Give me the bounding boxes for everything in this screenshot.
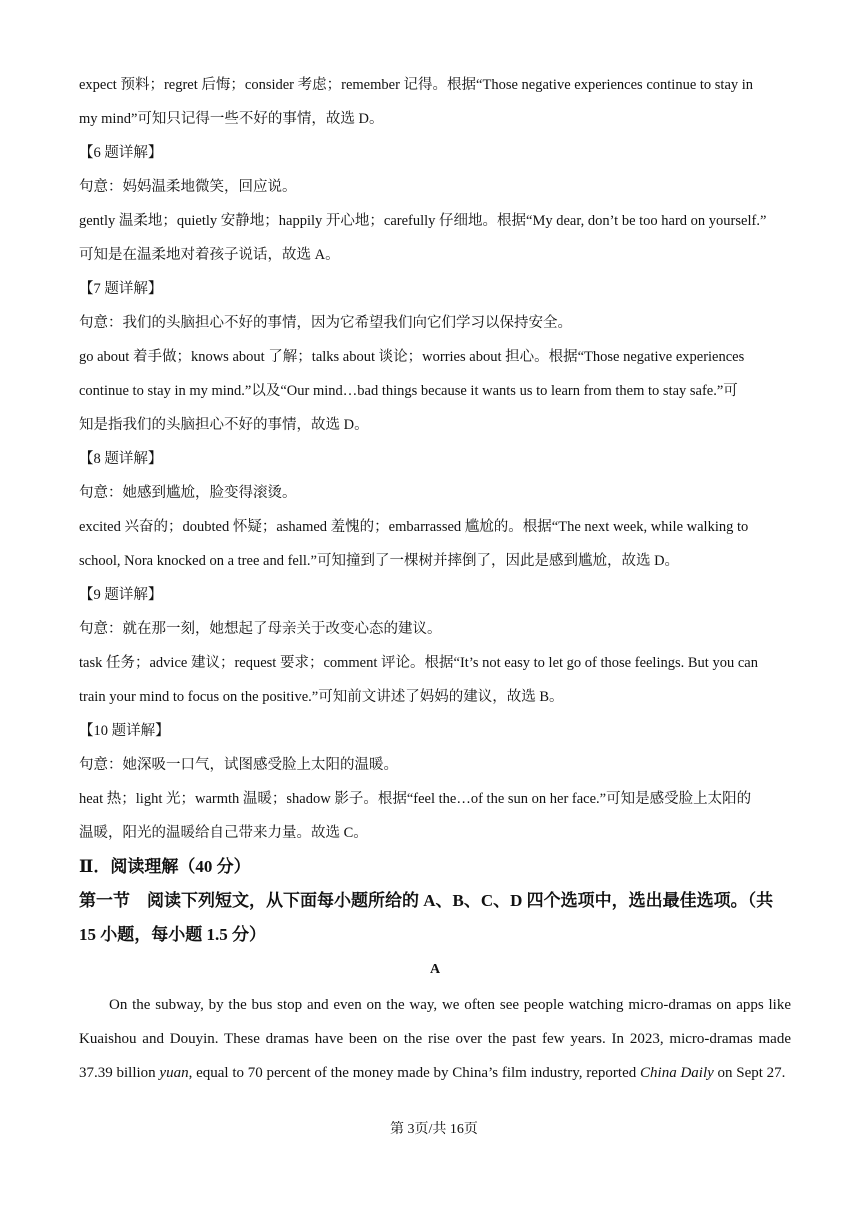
passage-text-2: , equal to 70 percent of the money made by China’s film industry, reported xyxy=(188,1065,641,1081)
q7-explain-1: go about 着手做；knows about 了解；talks about 谈论；worries about 担心。根据“Those negative experiences xyxy=(79,349,745,365)
text-line-1: expect 预料；regret 后悔；consider 考虑；remember 记得。根据“Those negative experiences continue to stay in xyxy=(79,77,754,93)
q7-heading: 【7 题详解】 xyxy=(79,281,163,297)
passage-text-3: on Sept 27. xyxy=(713,1065,786,1081)
q9-heading: 【9 题详解】 xyxy=(79,587,163,603)
q8-meaning: 句意：她感到尴尬，脸变得滚烫。 xyxy=(79,485,297,501)
section-instruction-1: 第一节 阅读下列短文，从下面每小题所给的 A、B、C、D 四个选项中，选出最佳选项。（共 xyxy=(79,891,774,910)
q10-heading: 【10 题详解】 xyxy=(79,723,170,739)
passage-yuan: yuan xyxy=(159,1065,189,1081)
page-footer: 第 3页/共 16页 xyxy=(390,1122,478,1137)
q9-explain-2: train your mind to focus on the positive.”可知前文讲述了妈妈的建议，故选 B。 xyxy=(79,689,564,705)
passage-label: A xyxy=(429,962,441,977)
q10-explain-1: heat 热；light 光；warmth 温暖；shadow 影子。根据“feel the…of the sun on her face.”可知是感受脸上太阳的 xyxy=(79,791,752,807)
q8-explain-1: excited 兴奋的；doubted 怀疑；ashamed 羞愧的；embarrassed 尴尬的。根据“The next week, while walking to xyxy=(79,519,749,535)
section-title: Ⅱ．阅读理解（40 分） xyxy=(79,857,251,876)
document-page xyxy=(79,68,791,1090)
section-instruction-2: 15 小题，每小题 1.5 分） xyxy=(79,925,266,944)
q8-explain-2: school, Nora knocked on a tree and fell.”可知撞到了一棵树并摔倒了，因此是感到尴尬，故选 D。 xyxy=(79,553,680,569)
q6-explain-1: gently 温柔地；quietly 安静地；happily 开心地；carefully 仔细地。根据“My dear, don’t be too hard on yourself.” xyxy=(79,213,767,229)
q7-explain-2: continue to stay in my mind.”以及“Our mind…bad things because it wants us to learn from them to stay safe.”可 xyxy=(79,383,738,399)
passage-text-1: On the subway, by the bus stop and even on the way, we often see people watching micro-dramas on apps like Kuaishou and Douyin. These dramas have been on the rise over the past few years. In 2023, micro-dramas made 37.39 billion xyxy=(79,997,791,1081)
q9-explain-1: task 任务；advice 建议；request 要求；comment 评论。根据“It’s not easy to let go of those feelings. But you can xyxy=(79,655,758,671)
q6-heading: 【6 题详解】 xyxy=(79,145,163,161)
q8-heading: 【8 题详解】 xyxy=(79,451,163,467)
q7-meaning: 句意：我们的头脑担心不好的事情，因为它希望我们向它们学习以保持安全。 xyxy=(79,315,572,331)
q9-meaning: 句意：就在那一刻，她想起了母亲关于改变心态的建议。 xyxy=(79,621,442,637)
q7-explain-3: 知是指我们的头脑担心不好的事情，故选 D。 xyxy=(79,417,369,433)
text-line-2: my mind”可知只记得一些不好的事情，故选 D。 xyxy=(79,111,384,127)
passage-paragraph xyxy=(79,988,791,1090)
passage-newspaper: China Daily xyxy=(640,1065,714,1081)
q10-meaning: 句意：她深吸一口气，试图感受脸上太阳的温暖。 xyxy=(79,757,398,773)
q6-meaning: 句意：妈妈温柔地微笑，回应说。 xyxy=(79,179,297,195)
q6-explain-2: 可知是在温柔地对着孩子说话，故选 A。 xyxy=(79,247,340,263)
q10-explain-2: 温暖，阳光的温暖给自己带来力量。故选 C。 xyxy=(79,825,368,841)
